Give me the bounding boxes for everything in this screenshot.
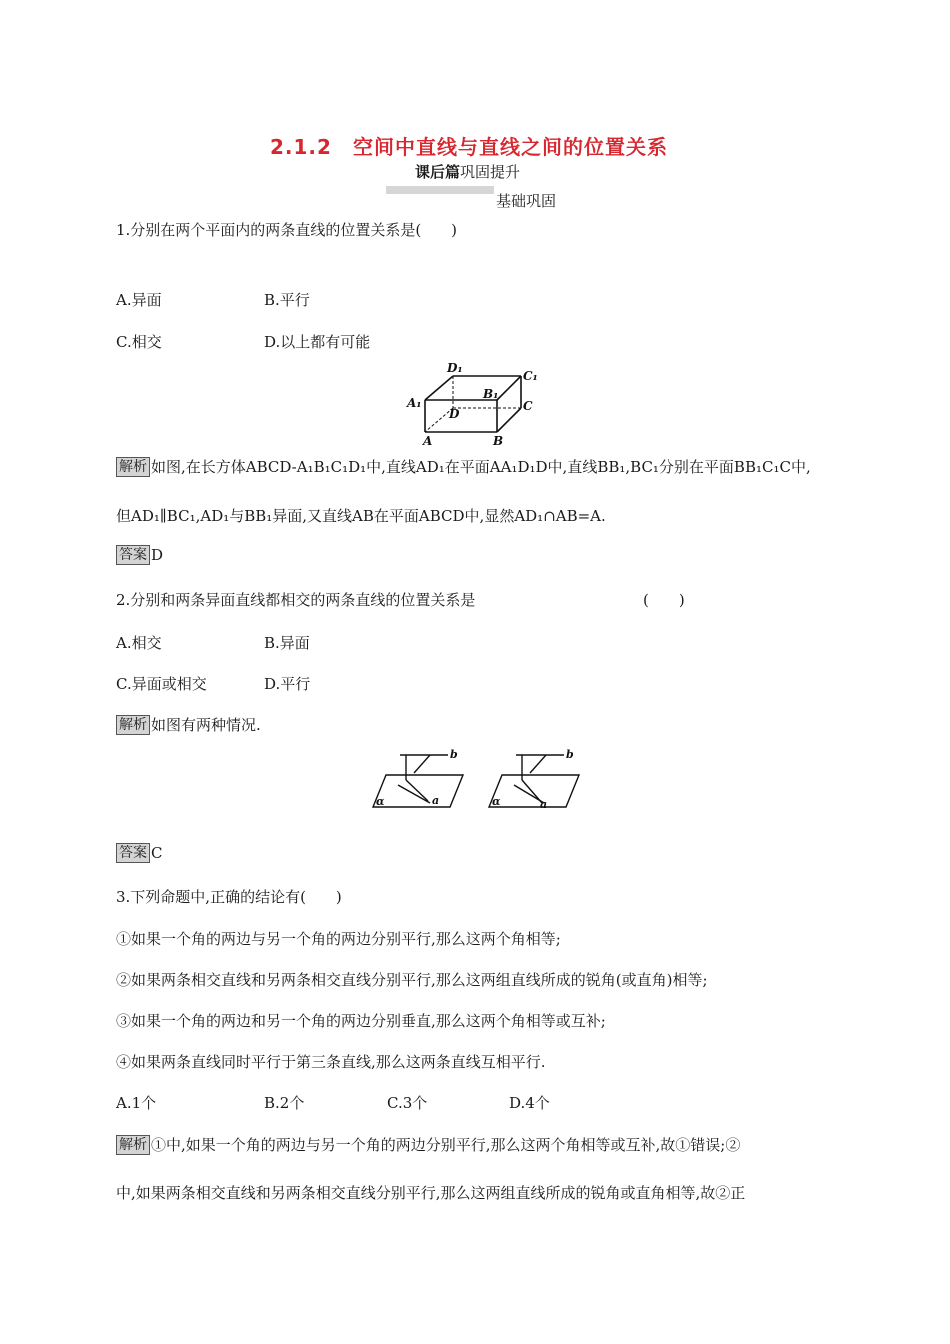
page-title: 2.1.2 空间中直线与直线之间的位置关系 bbox=[270, 135, 668, 159]
q3-item-2: ②如果两条相交直线和另两条相交直线分别平行,那么这两组直线所成的锐角(或直角)相等; bbox=[116, 971, 708, 989]
q3-option-c: C.3个 bbox=[387, 1094, 428, 1112]
section-heading-bold: 课后篇 bbox=[415, 163, 461, 181]
q1-option-a: A.异面 bbox=[116, 291, 162, 309]
q3-item-4: ④如果两条直线同时平行于第三条直线,那么这两条直线互相平行. bbox=[116, 1053, 546, 1071]
fig2-label-a2: a bbox=[540, 798, 548, 811]
answer-tag: 答案 bbox=[116, 545, 150, 565]
q1-analysis-text1: 如图,在长方体ABCD-A₁B₁C₁D₁中,直线AD₁在平面AA₁D₁D中,直线BB₁,BC₁分别在平面BB₁C₁C中, bbox=[151, 458, 811, 476]
q3-item-3: ③如果一个角的两边和另一个角的两边分别垂直,那么这两个角相等或互补; bbox=[116, 1012, 606, 1030]
q3-option-b: B.2个 bbox=[264, 1094, 305, 1112]
q3-analysis-text1: ①中,如果一个角的两边与另一个角的两边分别平行,那么这两个角相等或互补,故①错误;② bbox=[151, 1136, 741, 1154]
q3-option-d: D.4个 bbox=[509, 1094, 550, 1112]
analysis-tag: 解析 bbox=[116, 1135, 150, 1155]
q3-item-1: ①如果一个角的两边与另一个角的两边分别平行,那么这两个角相等; bbox=[116, 930, 561, 948]
label-d1: D₁ bbox=[447, 361, 463, 375]
q1-option-c: C.相交 bbox=[116, 333, 162, 351]
section-heading-rest: 巩固提升 bbox=[460, 163, 521, 181]
q3-analysis-line1 bbox=[116, 1134, 740, 1155]
label-b1: B₁ bbox=[483, 387, 499, 401]
q1-option-b: B.平行 bbox=[264, 291, 310, 309]
q2-analysis bbox=[116, 714, 261, 735]
fig2-label-b2: b bbox=[566, 748, 574, 761]
label-d: D bbox=[449, 407, 460, 421]
q2-stem: 2.分别和两条异面直线都相交的两条直线的位置关系是 bbox=[116, 591, 476, 609]
label-a: A bbox=[423, 434, 433, 448]
analysis-tag: 解析 bbox=[116, 457, 150, 477]
q2-paren: ( ) bbox=[643, 591, 685, 609]
q3-analysis-line2: 中,如果两条相交直线和另两条相交直线分别平行,那么这两组直线所成的锐角或直角相等,故②正 bbox=[116, 1184, 746, 1202]
q2-answer bbox=[116, 843, 162, 863]
q1-analysis-line1 bbox=[116, 456, 811, 477]
skew-lines-figure bbox=[370, 745, 585, 815]
label-a1: A₁ bbox=[407, 396, 422, 410]
section-heading bbox=[415, 161, 520, 182]
fig2-label-b: b bbox=[450, 748, 458, 761]
q1-analysis-line2: 但AD₁∥BC₁,AD₁与BB₁异面,又直线AB在平面ABCD中,显然AD₁∩AB=A. bbox=[116, 507, 606, 525]
label-c: C bbox=[523, 399, 533, 413]
q2-option-c: C.异面或相交 bbox=[116, 675, 207, 693]
fig2-label-a: a bbox=[432, 794, 440, 807]
label-b: B bbox=[493, 434, 504, 448]
q1-answer bbox=[116, 545, 163, 565]
subsection-bar bbox=[386, 186, 494, 194]
q3-option-a: A.1个 bbox=[116, 1094, 157, 1112]
q3-stem: 3.下列命题中,正确的结论有( ) bbox=[116, 888, 342, 906]
fig2-label-alpha2: α bbox=[492, 795, 501, 808]
q1-answer-value: D bbox=[151, 546, 164, 564]
q2-analysis-text: 如图有两种情况. bbox=[151, 716, 261, 734]
q2-option-a: A.相交 bbox=[116, 634, 162, 652]
q2-option-d: D.平行 bbox=[264, 675, 311, 693]
answer-tag: 答案 bbox=[116, 843, 150, 863]
fig2-label-alpha: α bbox=[376, 795, 385, 808]
q1-option-d: D.以上都有可能 bbox=[264, 333, 371, 351]
label-c1: C₁ bbox=[523, 369, 538, 383]
subsection-heading: 基础巩固 bbox=[496, 192, 557, 210]
cuboid-figure bbox=[405, 360, 555, 448]
q2-answer-value: C bbox=[151, 844, 163, 862]
analysis-tag: 解析 bbox=[116, 715, 150, 735]
q1-stem: 1.分别在两个平面内的两条直线的位置关系是( ) bbox=[116, 221, 458, 239]
q2-option-b: B.异面 bbox=[264, 634, 310, 652]
